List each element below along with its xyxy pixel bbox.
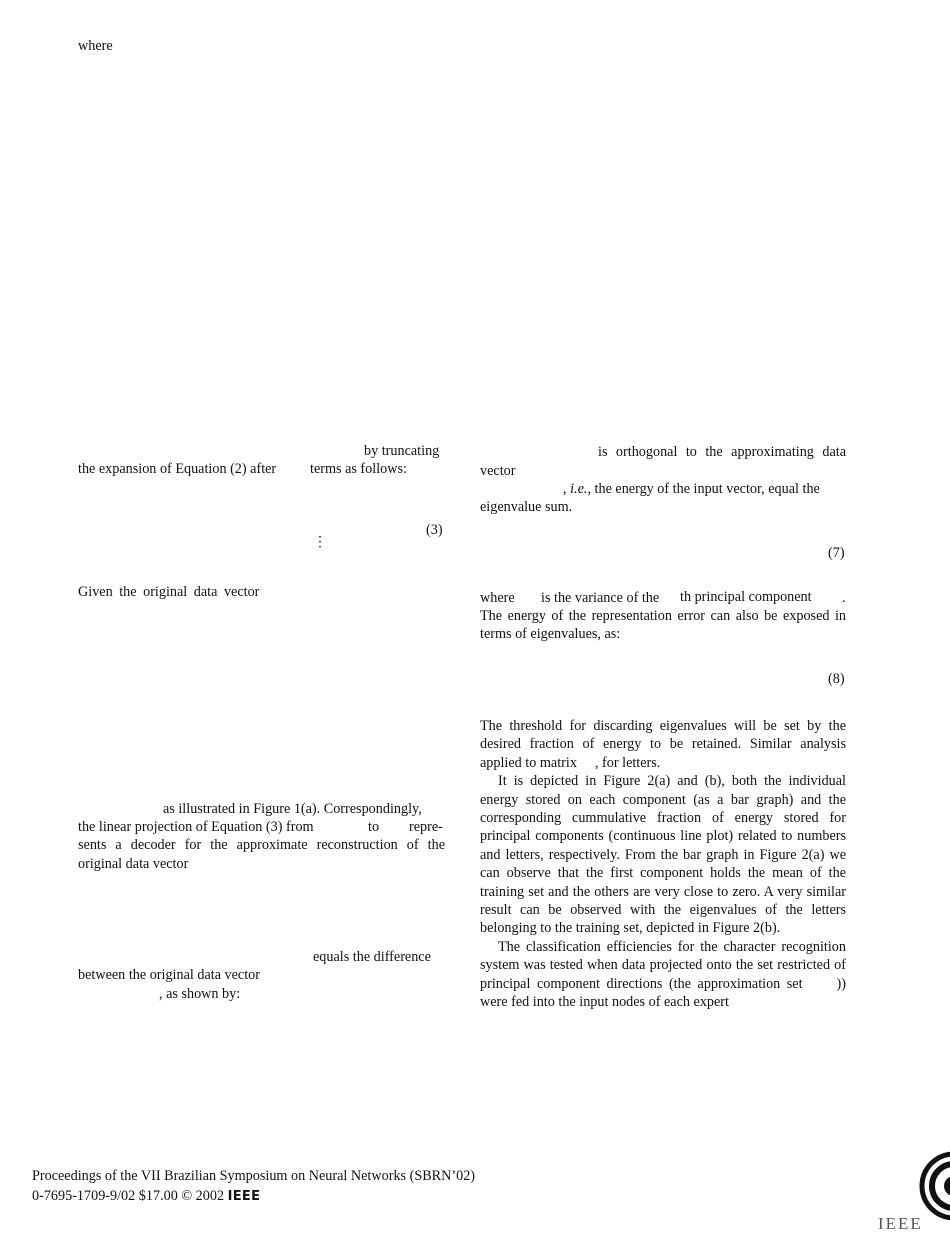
text-decoder: sents a decoder for the approximate reconstruction of the (78, 837, 445, 853)
text-eigenvalue-sum: eigenvalue sum. (480, 499, 573, 515)
text-threshold-b: , for letters. (594, 754, 661, 771)
text-projection-repre: repre- (409, 819, 443, 835)
text-where: where (78, 38, 113, 54)
text-class-b: )) were fed into the input nodes of each expert (480, 975, 846, 1011)
text-orthogonal: is orthogonal to the approximating data (598, 444, 846, 460)
text-terms-follows: terms as follows: (310, 461, 407, 477)
equation-3-label: (3) (426, 522, 443, 538)
paragraph-classification (480, 938, 846, 1012)
paragraph-threshold (480, 717, 846, 1012)
footer-isbn-text: 0-7695-1709-9/02 $17.00 © 2002 (32, 1188, 225, 1204)
text-shown-by: , as shown by: (159, 986, 241, 1002)
text-figure1a: as illustrated in Figure 1(a). Correspondingly, (163, 801, 422, 817)
text-ie-energy (563, 480, 820, 498)
ieee-logo-icon (918, 1150, 950, 1220)
equation-7-label: (7) (828, 545, 845, 561)
text-ie-post: , the energy of the input vector, equal the (587, 481, 820, 497)
text-between: between the original data vector (78, 967, 260, 983)
text-period: . (842, 590, 846, 606)
paragraph-depicted: It is depicted in Figure 2(a) and (b), both the individual energy stored on each component (as a bar graph) and the corresponding cummulative fraction of energy stored for principal components (continuous line plot) related to numbers and letters, respectively. From the bar graph in Figure 2(a) we can observe that the first component holds the mean of the training set and the others are very close to zero. A very similar result can be observed with the eigenvalues of the letters belonging to the training set, depicted in Figure 2(b). (480, 773, 846, 937)
ieee-logo-word: IEEE (878, 1214, 923, 1233)
text-where-right: where (480, 590, 515, 606)
text-energy-representation: The energy of the representation error can also be exposed in terms of eigenvalues, as: (480, 608, 846, 643)
text-by-truncating: by truncating (364, 443, 440, 459)
text-ie-pre: , (563, 481, 571, 497)
text-equals-difference: equals the difference (313, 949, 431, 965)
footer-proceedings: Proceedings of the VII Brazilian Symposium on Neural Networks (SBRN’02) (32, 1168, 476, 1184)
text-principal-component: th principal component (680, 589, 812, 605)
text-ie-italic: i.e. (570, 481, 588, 497)
footer-isbn (32, 1187, 260, 1206)
text-expansion: the expansion of Equation (2) after (78, 461, 277, 477)
text-variance: is the variance of the (541, 590, 660, 606)
text-projection-a: the linear projection of Equation (3) from (78, 819, 314, 835)
footer-ieee-bold: IEEE (227, 1189, 261, 1204)
text-given-vector: Given the original data vector (78, 584, 260, 600)
equation-8-label: (8) (828, 671, 845, 687)
vertical-dots: ⋮ (313, 534, 328, 550)
text-vector: vector (480, 463, 516, 479)
text-threshold-a: The threshold for discarding eigenvalues will be set by the desired fraction of energy to be retained. Similar analysis applied to matrix (480, 718, 846, 771)
text-projection-to: to (368, 819, 380, 835)
text-class-a: The classification efficiencies for the character recognition system was tested when data projected onto the set restricted of principal component directions (the approximation set (480, 938, 846, 992)
text-original-vector: original data vector (78, 856, 189, 872)
